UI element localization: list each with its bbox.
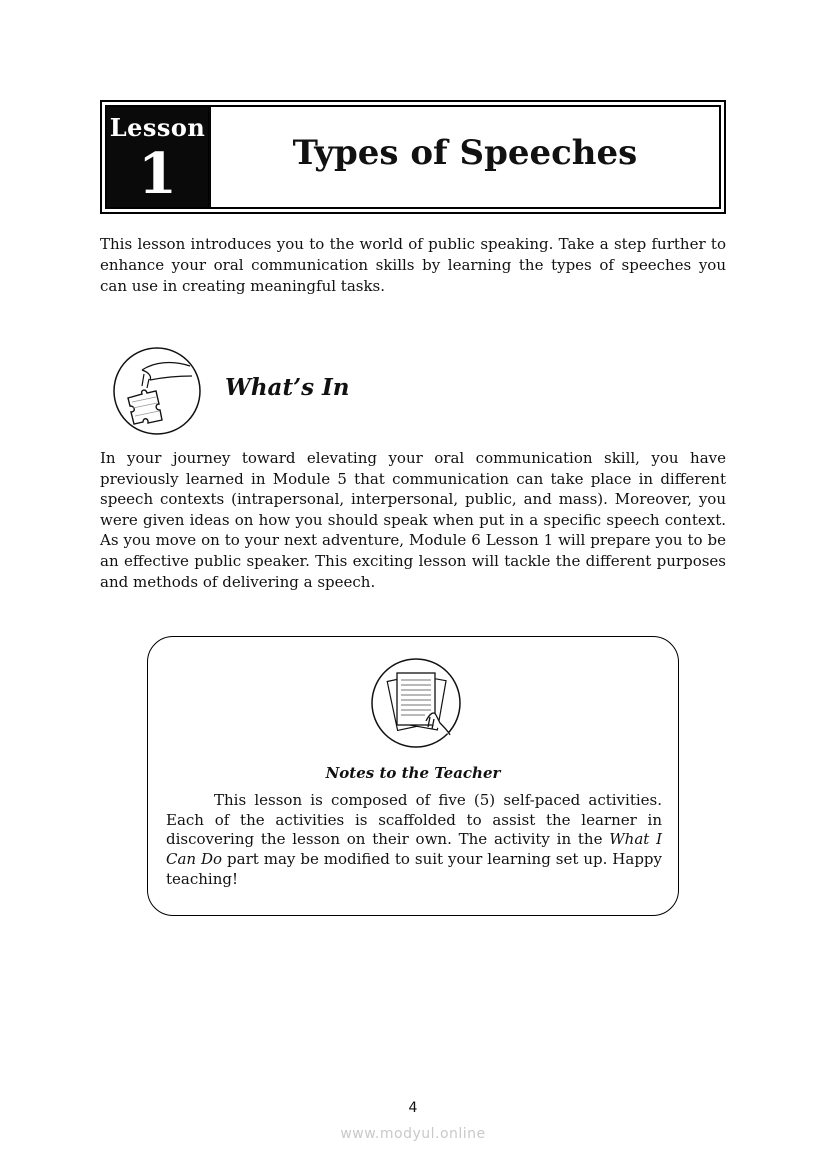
- notes-text: [166, 791, 662, 890]
- lesson-label: Lesson: [109, 113, 206, 142]
- lesson-badge: [107, 107, 211, 207]
- notes-to-teacher-box: [147, 636, 679, 916]
- notes-text-start: This lesson is composed of five (5) self-paced activities. Each of the activities is scaffolded to assist the learner in discovering the lesson on their own. The activity in the: [166, 791, 662, 849]
- notes-title: Notes to the Teacher: [325, 764, 501, 782]
- page-number: 4: [408, 1100, 418, 1116]
- watermark: www.modyul.online: [340, 1126, 486, 1142]
- lesson-number: 1: [138, 141, 177, 207]
- lesson-header-frame: [105, 105, 721, 209]
- whats-in-paragraph: In your journey toward elevating your oral communication skill, you have previously learned in Module 5 that communication can take place in different speech contexts (intrapersonal, interpersonal, public, and mass). Moreover, you were given ideas on how you should speak when put in a specific speech context. As you move on to your next adventure, Module 6 Lesson 1 will prepare you to be an effective public speaker. This exciting lesson will tackle the different purposes and methods of delivering a speech.: [100, 449, 726, 591]
- hand-puzzle-piece-icon: [112, 346, 202, 436]
- intro-paragraph: This lesson introduces you to the world of public speaking. Take a step further to enhance your oral communication skills by learning the types of speeches you can use in creating meaningful tasks.: [100, 235, 726, 295]
- lesson-header: [100, 100, 726, 214]
- lesson-title: Types of Speeches: [292, 133, 638, 173]
- whats-in-heading: What’s In: [225, 374, 350, 401]
- hand-holding-papers-icon: [370, 657, 462, 749]
- notes-text-end: part may be modified to suit your learning set up. Happy teaching!: [166, 850, 662, 888]
- notes-text-italic: What I Can Do: [166, 830, 663, 869]
